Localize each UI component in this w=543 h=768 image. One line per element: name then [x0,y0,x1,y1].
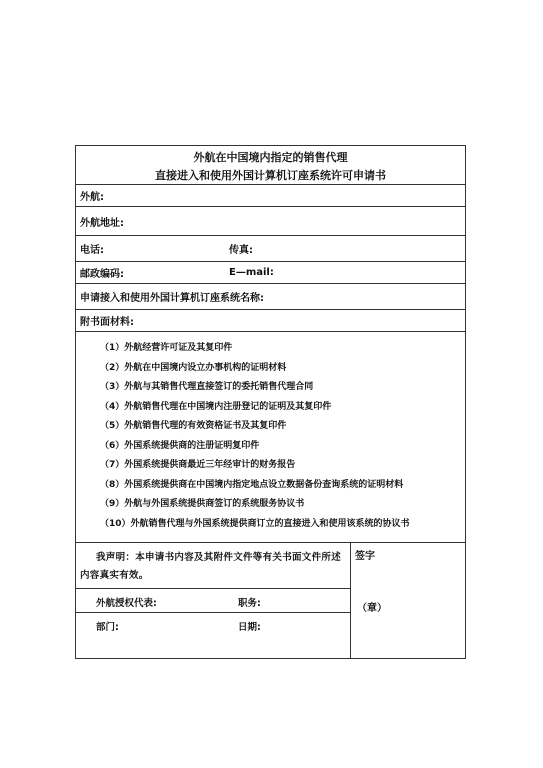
application-form [75,145,466,659]
attachment-item: （2）外航在中国境内设立办事机构的证明材料 [100,362,287,373]
attachment-item: （10）外航销售代理与外国系统提供商订立的直接进入和使用该系统的协议书 [100,518,410,529]
address-label: 外航地址: [80,217,124,229]
email-label: E—mail: [229,267,274,278]
attachment-item: （1）外航经营许可证及其复印件 [100,343,233,353]
department-row[interactable] [76,613,350,658]
title-line-2: 直接进入和使用外国计算机订座系统许可申请书 [155,169,386,182]
attachment-item: （4）外航销售代理在中国境内注册登记的证明及其复印件 [100,401,332,412]
postal-email-row[interactable] [76,262,465,284]
signature-block[interactable] [351,543,465,658]
airline-row[interactable] [76,185,465,207]
attachment-item: （5）外航销售代理的有效资格证书及其复印件 [100,421,287,431]
representative-row[interactable] [76,589,350,613]
declaration-text: 我声明：本申请书内容及其附件文件等有关书面文件所述内容真实有效。 [76,543,350,589]
phone-label: 电话: [80,245,104,256]
attachments-title-row [76,310,465,332]
airline-label: 外航: [80,192,104,203]
signature-label: 签字 [355,551,375,562]
form-title [76,146,465,185]
system-name-label: 申请接入和使用外国计算机订座系统名称: [80,293,264,304]
declaration-block [76,543,351,658]
attachment-item: （8）外国系统提供商在中国境内指定地点设立数据备份查询系统的证明材料 [100,479,404,490]
fax-label: 传真: [229,245,253,256]
attachments-title: 附书面材料: [80,317,134,328]
position-label: 职务: [238,598,261,609]
department-label: 部门: [96,622,119,633]
attachment-item: （9）外航与外国系统提供商签订的系统服务协议书 [100,499,305,509]
attachment-item: （6）外国系统提供商的注册证明复印件 [100,440,260,451]
signature-section [76,543,465,658]
seal-label: （章） [357,603,387,614]
address-row[interactable] [76,207,465,236]
system-name-row[interactable] [76,284,465,310]
date-label: 日期: [238,622,261,633]
attachment-item: （7）外国系统提供商最近三年经审计的财务报告 [100,460,296,470]
title-line-1: 外航在中国境内指定的销售代理 [193,151,348,164]
representative-label: 外航授权代表: [96,598,157,609]
attachment-item: （3）外航与其销售代理直接签订的委托销售代理合同 [100,382,314,392]
phone-fax-row[interactable] [76,236,465,262]
attachments-list [76,332,465,543]
postal-label: 邮政编码: [80,269,124,280]
